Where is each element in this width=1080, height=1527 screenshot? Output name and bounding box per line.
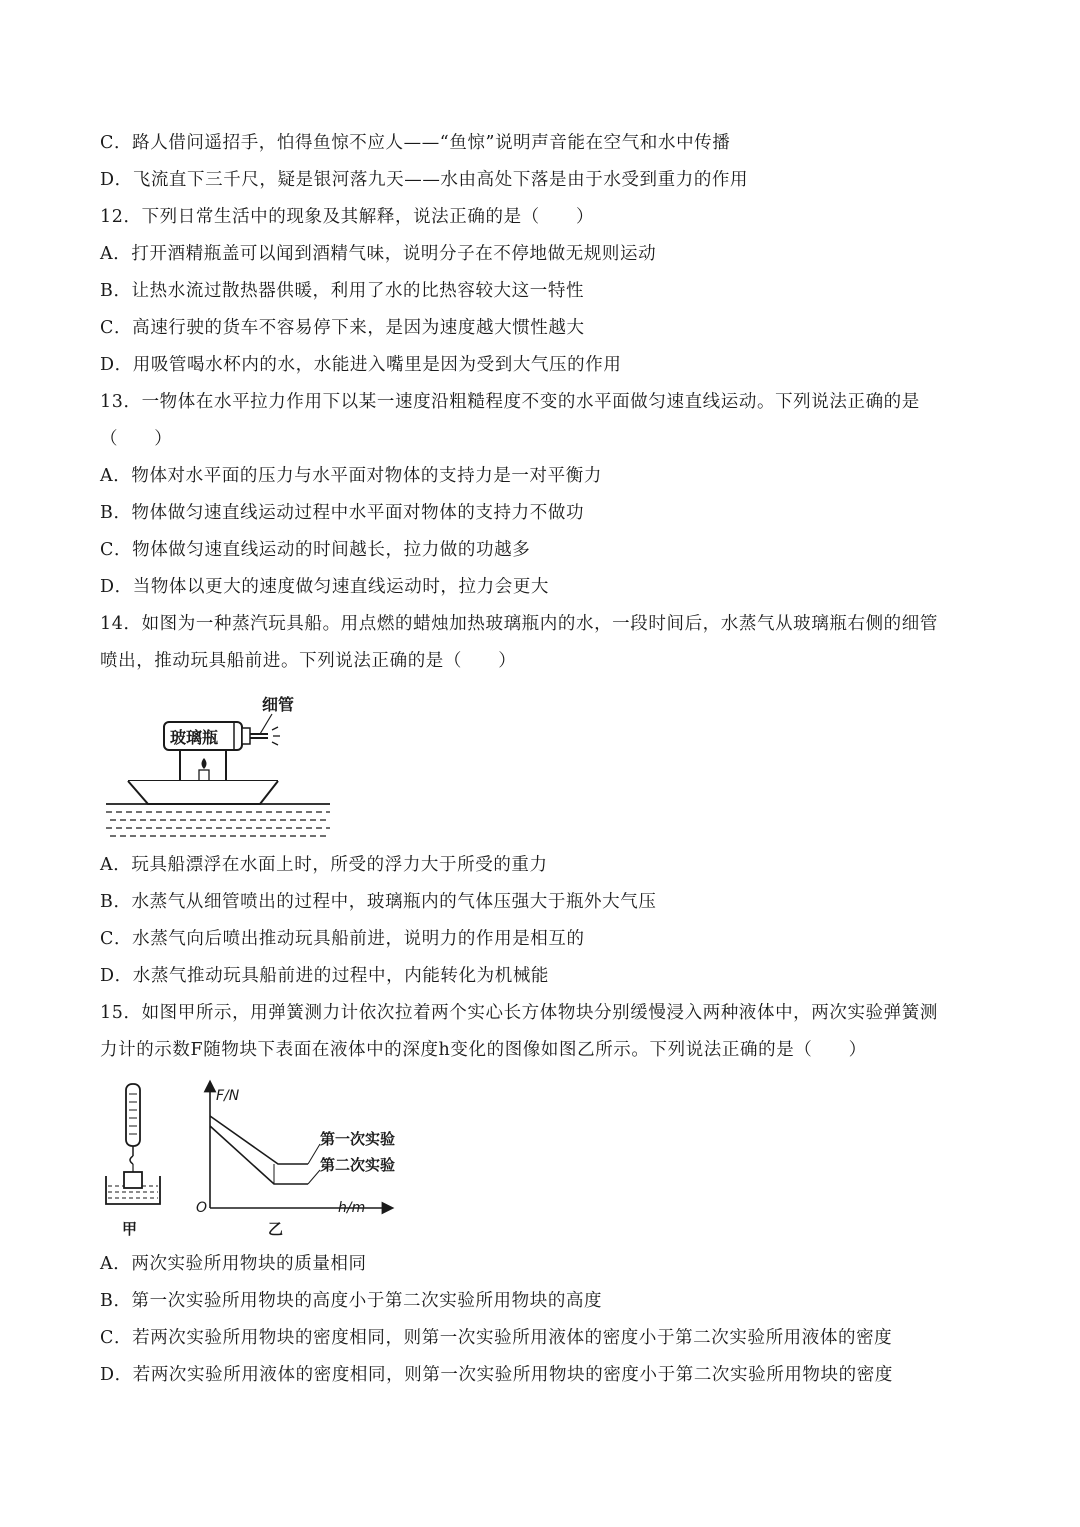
question-13-cont: （ ） [100, 429, 173, 449]
f-h-graph [190, 1078, 410, 1240]
question-13: 13．一物体在水平拉力作用下以某一速度沿粗糙程度不变的水平面做匀速直线运动。下列说法正确的是 [100, 392, 920, 412]
question-14: 14．如图为一种蒸汽玩具船。用点燃的蜡烛加热玻璃瓶内的水，一段时间后，水蒸气从玻璃瓶右侧的细管 [100, 614, 938, 634]
option-14b: B．水蒸气从细管喷出的过程中，玻璃瓶内的气体压强大于瓶外大气压 [100, 892, 657, 912]
option-14d: D．水蒸气推动玩具船前进的过程中，内能转化为机械能 [100, 966, 550, 986]
option-13a: A．物体对水平面的压力与水平面对物体的支持力是一对平衡力 [100, 466, 602, 486]
question-15: 15．如图甲所示，用弹簧测力计依次拉着两个实心长方体物块分别缓慢浸入两种液体中，两次实验弹簧测 [100, 1003, 938, 1023]
option-13c: C．物体做匀速直线运动的时间越长，拉力做的功越多 [100, 540, 531, 560]
bottle-label: 玻璃瓶 [170, 728, 219, 747]
steam-boat-figure [100, 688, 340, 840]
y-axis-label: F/N [216, 1088, 240, 1104]
question-14-cont: 喷出，推动玩具船前进。下列说法正确的是（ ） [100, 651, 517, 671]
option-15d: D．若两次实验所用液体的密度相同，则第一次实验所用物块的密度小于第二次实验所用物块的密度 [100, 1365, 893, 1385]
label-yi: 乙 [268, 1220, 284, 1238]
option-15c: C．若两次实验所用物块的密度相同，则第一次实验所用液体的密度小于第二次实验所用液体的密度 [100, 1328, 893, 1348]
spring-scale-figure [100, 1078, 180, 1240]
option-11d: D．飞流直下三千尺，疑是银河落九天——水由高处下落是由于水受到重力的作用 [100, 170, 749, 190]
option-14a: A．玩具船漂浮在水面上时，所受的浮力大于所受的重力 [100, 855, 548, 875]
question-15-cont: 力计的示数F随物块下表面在液体中的深度h变化的图像如图乙所示。下列说法正确的是（ ） [100, 1040, 867, 1060]
series-2-line [210, 1126, 308, 1184]
series-2-label: 第二次实验 [320, 1156, 396, 1174]
option-15a: A．两次实验所用物块的质量相同 [100, 1254, 367, 1274]
x-axis-label: h/m [338, 1200, 366, 1216]
question-12: 12．下列日常生活中的现象及其解释，说法正确的是（ ） [100, 207, 595, 227]
option-12d: D．用吸管喝水杯内的水，水能进入嘴里是因为受到大气压的作用 [100, 355, 622, 375]
tube-label: 细管 [262, 695, 295, 714]
option-11c: C．路人借问遥招手，怕得鱼惊不应人——“鱼惊”说明声音能在空气和水中传播 [100, 133, 731, 153]
origin-label: O [196, 1200, 208, 1216]
option-14c: C．水蒸气向后喷出推动玩具船前进，说明力的作用是相互的 [100, 929, 585, 949]
option-15b: B．第一次实验所用物块的高度小于第二次实验所用物块的高度 [100, 1291, 603, 1311]
option-12c: C．高速行驶的货车不容易停下来，是因为速度越大惯性越大 [100, 318, 585, 338]
option-13d: D．当物体以更大的速度做匀速直线运动时，拉力会更大 [100, 577, 550, 597]
series-1-label: 第一次实验 [320, 1130, 396, 1148]
option-12a: A．打开酒精瓶盖可以闻到酒精气味，说明分子在不停地做无规则运动 [100, 244, 657, 264]
option-12b: B．让热水流过散热器供暖，利用了水的比热容较大这一特性 [100, 281, 585, 301]
label-jia: 甲 [122, 1220, 138, 1238]
option-13b: B．物体做匀速直线运动过程中水平面对物体的支持力不做功 [100, 503, 585, 523]
